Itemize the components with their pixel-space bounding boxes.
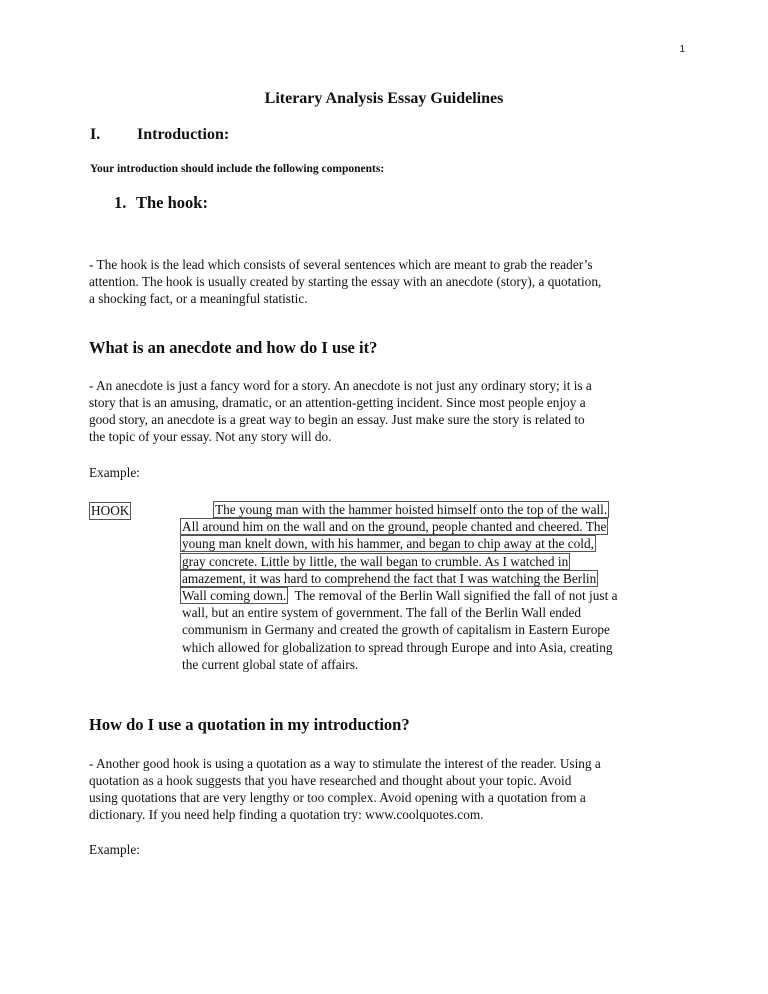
example-line: the current global state of affairs. xyxy=(182,656,359,672)
section-title: Introduction: xyxy=(137,126,230,143)
paragraph-line: good story, an anecdote is a great way to begin an essay. Just make sure the story is related to xyxy=(89,412,585,427)
example-text: The removal of the Berlin Wall signified the fall of not just a xyxy=(288,588,618,604)
paragraph-line: quotation as a hook suggests that you have researched and thought about your topic. Avoid xyxy=(89,773,572,788)
quotation-paragraph xyxy=(89,755,689,823)
quotation-heading: How do I use a quotation in my introduction? xyxy=(89,715,410,734)
paragraph-line: attention. The hook is usually created by starting the essay with an anecdote (story), a quotation, xyxy=(89,274,602,289)
paragraph-line: - Another good hook is using a quotation as a way to stimulate the interest of the reader. Using a xyxy=(89,756,601,771)
paragraph-line: story that is an amusing, dramatic, or an attention-getting incident. Since most people enjoy a xyxy=(89,395,586,410)
anecdote-paragraph xyxy=(89,377,689,445)
hook-heading xyxy=(114,193,208,213)
hook-label-box: HOOK xyxy=(91,503,130,518)
document-title: Literary Analysis Essay Guidelines xyxy=(264,90,504,107)
intro-subheading: Your introduction should include the following components: xyxy=(90,163,385,175)
paragraph-line: - The hook is the lead which consists of several sentences which are meant to grab the reader’s xyxy=(89,257,593,272)
paragraph-line: the topic of your essay. Not any story will do. xyxy=(89,429,332,444)
example-line: communism in Germany and created the growth of capitalism in Eastern Europe xyxy=(182,622,610,638)
paragraph-line: using quotations that are very lengthy or too complex. Avoid opening with a quotation from a xyxy=(89,790,586,805)
page-number: 1 xyxy=(679,44,685,55)
example-label: Example: xyxy=(89,842,140,857)
example-line: wall, but an entire system of government. The fall of the Berlin Wall ended xyxy=(182,605,582,621)
boxed-line: young man knelt down, with his hammer, and began to chip away at the cold, xyxy=(182,536,594,552)
paragraph-line: a shocking fact, or a meaningful statistic. xyxy=(89,291,308,306)
anecdote-example xyxy=(182,501,712,673)
boxed-line: The young man with the hammer hoisted himself onto the top of the wall. xyxy=(215,502,608,517)
example-label: Example: xyxy=(89,465,140,480)
boxed-line: Wall coming down. xyxy=(182,588,287,604)
paragraph-line: - An anecdote is just a fancy word for a story. An anecdote is not just any ordinary story; it is a xyxy=(89,378,592,393)
boxed-line: gray concrete. Little by little, the wall began to crumble. As I watched in xyxy=(182,553,569,569)
hook-paragraph xyxy=(89,256,689,307)
boxed-line: amazement, it was hard to comprehend the fact that I was watching the Berlin xyxy=(182,570,597,586)
boxed-line: All around him on the wall and on the ground, people chanted and cheered. The xyxy=(182,519,607,535)
anecdote-heading: What is an anecdote and how do I use it? xyxy=(89,338,378,357)
section-heading xyxy=(90,126,229,144)
hook-heading-title: The hook: xyxy=(136,193,208,212)
section-numeral: I. xyxy=(90,126,101,143)
paragraph-line: dictionary. If you need help finding a quotation try: www.coolquotes.com. xyxy=(89,807,484,822)
example-line: which allowed for globalization to spread through Europe and into Asia, creating xyxy=(182,639,613,655)
hook-heading-number: 1. xyxy=(114,193,127,212)
